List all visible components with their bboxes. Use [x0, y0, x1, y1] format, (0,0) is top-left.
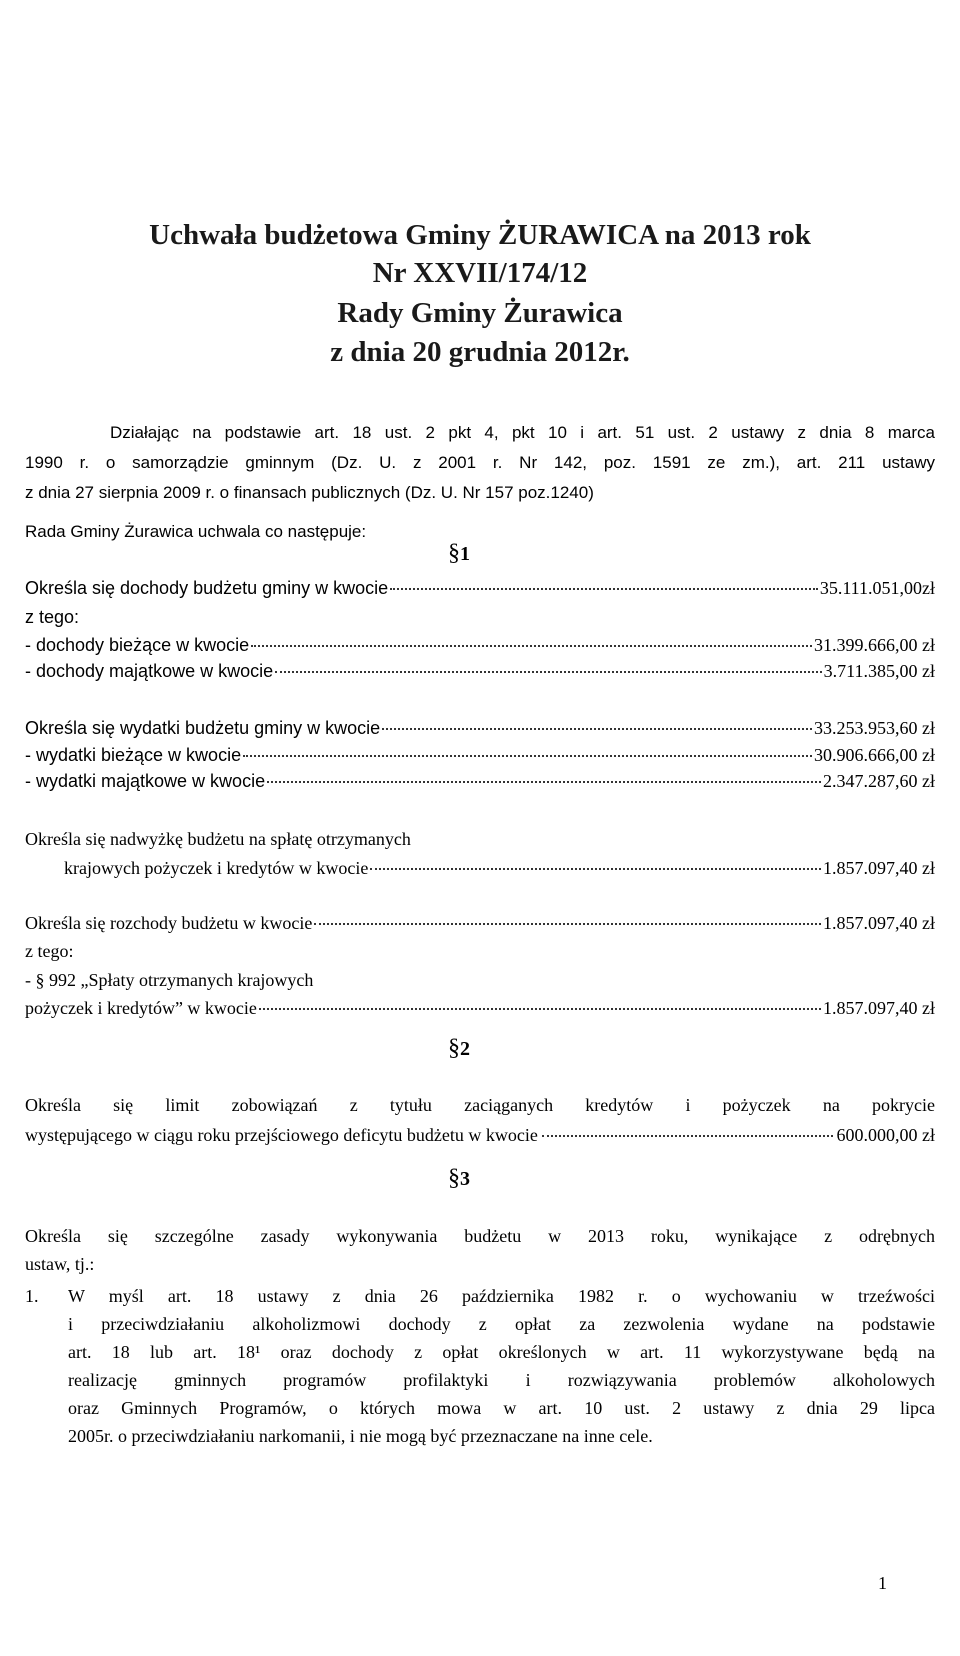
income-property-label: - dochody majątkowe w kwocie [25, 661, 274, 681]
section-3-heading [448, 1165, 470, 1192]
expense-current-label: - wydatki bieżące w kwocie [25, 745, 242, 765]
section-sign: § [448, 1165, 460, 1191]
list-item-number: 1. [25, 1286, 39, 1306]
surplus-row [64, 858, 935, 879]
title-line-3: Rady Gminy Żurawica [337, 297, 623, 329]
legal-basis-line-3: z dnia 27 sierpnia 2009 r. o finansach publicznych (Dz. U. Nr 157 poz.1240) [25, 483, 594, 502]
expense-property-amount: 2.347.287,60 zł [823, 771, 935, 791]
repay-row [25, 998, 935, 1019]
list-item-line: oraz Gminnych Programów, o których mowa w art. 10 ust. 2 ustawy z dnia 29 lipca [68, 1398, 935, 1418]
section-2-heading [448, 1035, 470, 1062]
of-which-label: z tego: [25, 607, 80, 627]
list-item-text [68, 1282, 935, 1450]
dot-leader [314, 923, 821, 925]
income-current-row [25, 635, 935, 656]
of-which-label-2: z tego: [25, 941, 74, 961]
surplus-label: krajowych pożyczek i kredytów w kwocie [64, 858, 369, 878]
section-3-line-1: Określa się szczególne zasady wykonywania budżetu w 2013 roku, wynikające z odrębnych [25, 1226, 935, 1246]
title-line-4: z dnia 20 grudnia 2012r. [330, 336, 630, 368]
legal-basis-line-2: 1990 r. o samorządzie gminnym (Dz. U. z 2001 r. Nr 142, poz. 1591 ze zm.), art. 211 ustawy [25, 453, 935, 472]
dot-leader [243, 755, 812, 757]
section-2-line-2: występującego w ciągu roku przejściowego deficytu budżetu w kwocie [25, 1125, 538, 1145]
income-current-label: - dochody bieżące w kwocie [25, 635, 250, 655]
section-2-text [25, 1090, 935, 1150]
expense-total-label: Określa się wydatki budżetu gminy w kwocie [25, 718, 381, 738]
outflow-label: Określa się rozchody budżetu w kwocie [25, 913, 313, 933]
section-3-text [25, 1222, 935, 1278]
dot-leader [370, 868, 821, 870]
surplus-line-1: Określa się nadwyżkę budżetu na spłatę otrzymanych [25, 829, 411, 849]
dot-leader [390, 588, 818, 590]
dot-leader [542, 1135, 833, 1137]
expense-current-amount: 30.906.666,00 zł [814, 745, 935, 765]
section-sign: § [448, 1035, 460, 1061]
income-total-label: Określa się dochody budżetu gminy w kwocie [25, 578, 389, 598]
income-property-row [25, 661, 935, 682]
legal-basis [25, 418, 935, 508]
income-total-row [25, 578, 935, 599]
dot-leader [259, 1008, 821, 1010]
section-number: 3 [460, 1168, 470, 1190]
repay-line-1: - § 992 „Spłaty otrzymanych krajowych [25, 970, 314, 990]
expense-current-row [25, 745, 935, 766]
section-2-line-1: Określa się limit zobowiązań z tytułu zaciąganych kredytów i pożyczek na pokrycie [25, 1095, 935, 1115]
section-sign: § [448, 540, 460, 566]
title-line-2: Nr XXVII/174/12 [372, 257, 588, 289]
dot-leader [382, 728, 812, 730]
expense-total-row [25, 718, 935, 739]
list-item-line: i przeciwdziałaniu alkoholizmowi dochody z opłat za zezwolenia wydane na podstawie [68, 1314, 935, 1334]
repay-amount: 1.857.097,40 zł [823, 998, 935, 1018]
income-current-amount: 31.399.666,00 zł [814, 635, 935, 655]
expense-total-amount: 33.253.953,60 zł [814, 718, 935, 738]
dot-leader [267, 781, 821, 783]
section-number: 1 [460, 543, 470, 565]
list-item-line: W myśl art. 18 ustawy z dnia 26 października 1982 r. o wychowaniu w trzeźwości [68, 1286, 935, 1306]
expense-property-label: - wydatki majątkowe w kwocie [25, 771, 266, 791]
page-number: 1 [878, 1573, 887, 1593]
list-item-line: realizację gminnych programów profilaktyki i rozwiązywania problemów alkoholowych [68, 1370, 935, 1390]
surplus-amount: 1.857.097,40 zł [823, 858, 935, 878]
resolution-intro: Rada Gminy Żurawica uchwala co następuje: [25, 522, 367, 541]
list-item-line: art. 18 lub art. 18¹ oraz dochody z opłat określonych w art. 11 wykorzystywane będą na [68, 1342, 935, 1362]
list-item [25, 1282, 935, 1450]
outflow-row [25, 913, 935, 934]
dot-leader [251, 645, 812, 647]
legal-basis-line-1: Działając na podstawie art. 18 ust. 2 pkt 4, pkt 10 i art. 51 ust. 2 ustawy z dnia 8 marca [110, 423, 935, 442]
repay-label: pożyczek i kredytów” w kwocie [25, 998, 257, 1018]
section-number: 2 [460, 1038, 470, 1060]
section-2-row [25, 1120, 935, 1150]
income-total-amount: 35.111.051,00zł [819, 578, 935, 598]
outflow-amount: 1.857.097,40 zł [823, 913, 935, 933]
title-line-1: Uchwała budżetowa Gminy ŻURAWICA na 2013 rok [149, 219, 811, 251]
dot-leader [275, 671, 822, 673]
section-3-line-2: ustaw, tj.: [25, 1254, 95, 1274]
section-1-heading [448, 540, 470, 567]
section-2-amount: 600.000,00 zł [836, 1125, 935, 1145]
income-property-amount: 3.711.385,00 zł [823, 661, 935, 681]
list-item-line: 2005r. o przeciwdziałaniu narkomanii, i nie mogą być przeznaczane na inne cele. [68, 1426, 653, 1446]
expense-property-row [25, 771, 935, 792]
